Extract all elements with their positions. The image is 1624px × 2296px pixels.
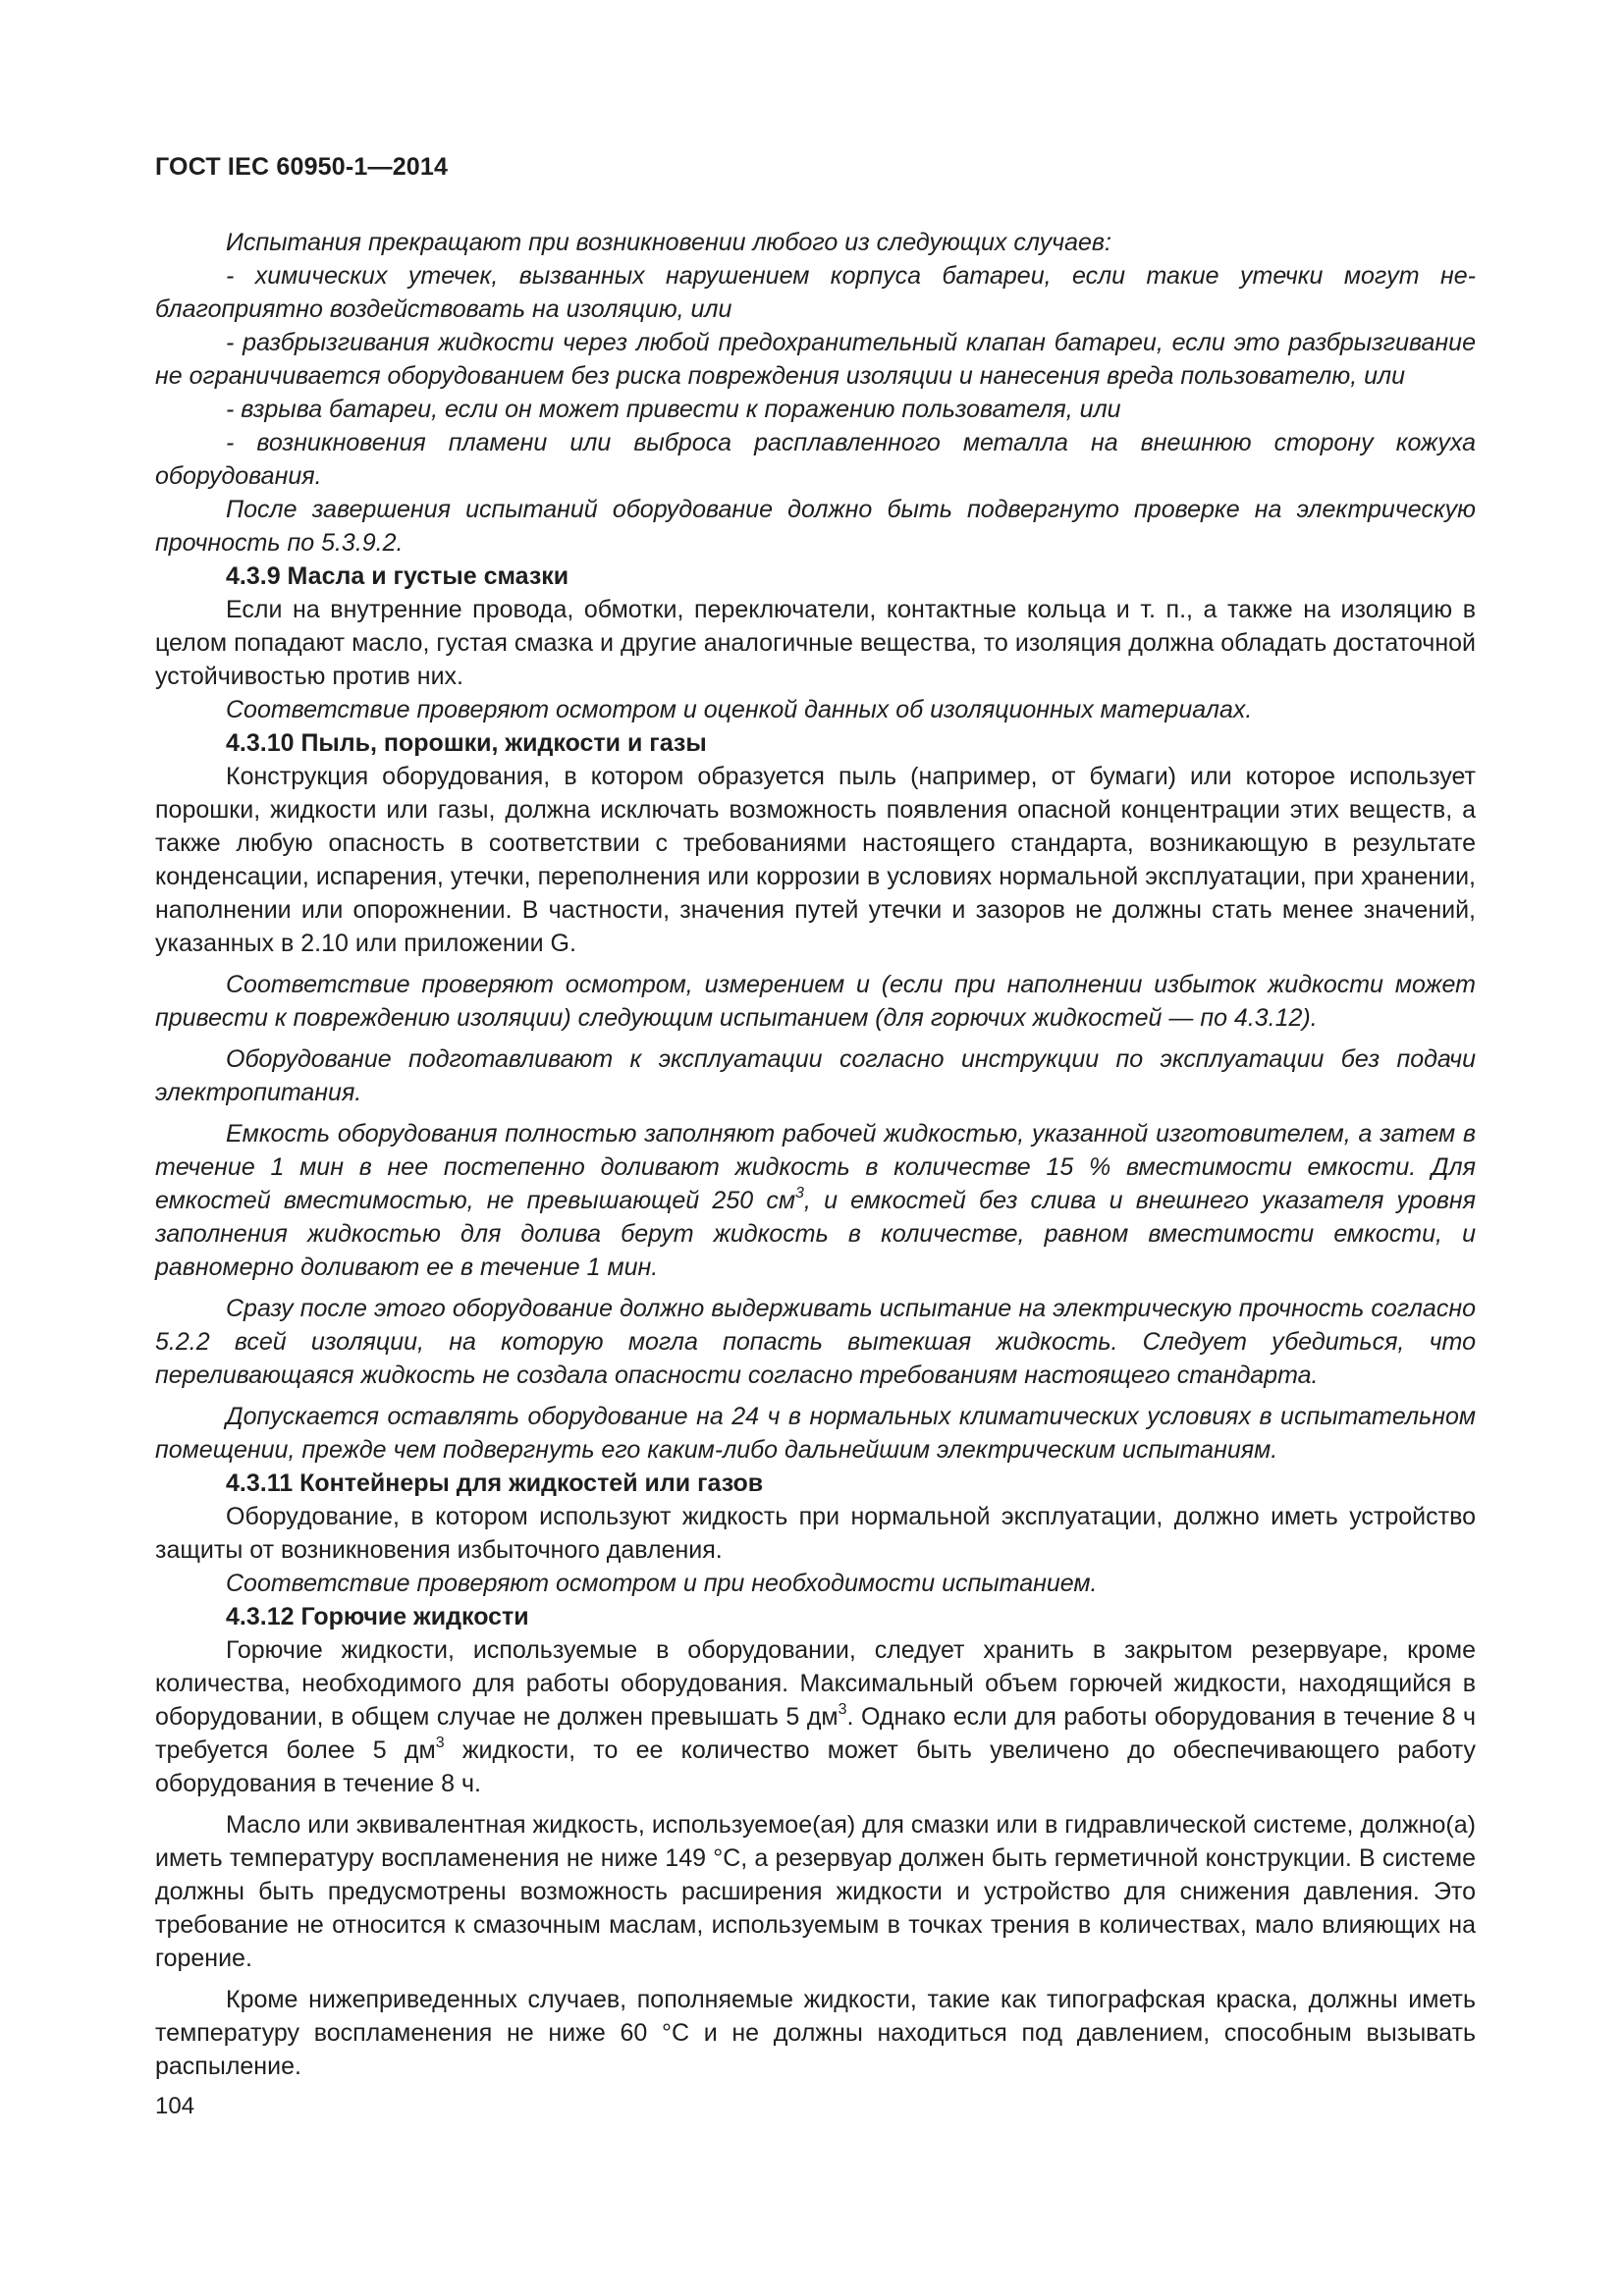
paragraph: Оборудование, в котором используют жидкость при нормальной эксплуатации, должно иметь устройство защиты от возникновения избыточного давления. — [155, 1503, 1476, 1564]
text-run: , и емкостей без слива и внешнего указателя уровня заполнения жидкостью для долива берут жидкость в количестве, равном вместимости емкости, и равномерно доливают ее в течение 1 мин. — [155, 1187, 1476, 1281]
list-item: - возникновения пламени или выброса расплавленного металла на внешнюю сторону кожуха оборудования. — [155, 429, 1476, 490]
section-heading-4-3-11: 4.3.11 Контейнеры для жидкостей или газов — [226, 1469, 764, 1497]
paragraph: Конструкция оборудования, в котором образуется пыль (например, от бумаги) или которое использует порошки, жидкости или газы, должна исключать возможность появления опасной концентрации этих веществ, а также любую опасность в соответствии с требованиями настоящего стандарта, возникающую в результате конденсации, испарения, утечки, переполнения или коррозии в условиях нормальной эксплуатации, при хранении, наполнении или опорожнении. В частности, значения путей утечки и зазоров не должны стать менее значений, указанных в 2.10 или приложении G. — [155, 763, 1476, 957]
paragraph: После завершения испытаний оборудование должно быть подвергнуто проверке на электрическую прочность по 5.3.9.2. — [155, 496, 1476, 557]
paragraph: Оборудование подготавливают к эксплуатации согласно инструкции по эксплуатации без подачи электропитания. — [155, 1045, 1476, 1106]
document-header: ГОСТ IEC 60950-1—2014 — [155, 153, 449, 181]
paragraph: Допускается оставлять оборудование на 24 ч в нормальных климатических условиях в испытательном помещении, прежде чем подвергнуть его каким-либо дальнейшим электрическим испытаниям. — [155, 1403, 1476, 1464]
paragraph: Масло или эквивалентная жидкость, используемое(ая) для смазки или в гидравлической системе, должно(а) иметь температуру воспламенения не ниже 149 °C, а резервуар должен быть герметичной конструкции. В системе должны быть предусмотрены возможность расширения жидкости и устройство для снижения давления. Это требование не относится к смазочным маслам, используемым в точках трения в количествах, мало влияющих на горение. — [155, 1811, 1476, 1972]
text-run: . Однако если для работы оборудования в течение 8 ч требуется более 5 дм — [155, 1703, 1476, 1764]
page-number: 104 — [155, 2093, 195, 2119]
paragraph — [155, 1117, 1476, 1284]
superscript: 3 — [838, 1700, 847, 1718]
paragraph: Соответствие проверяют осмотром, измерением и (если при наполнении избыток жидкости может привести к повреждению изоляции) следующим испытанием (для горючих жидкостей — по 4.3.12). — [155, 971, 1476, 1032]
superscript: 3 — [435, 1734, 445, 1751]
text-run: жидкости, то ее количество может быть увеличено до обеспечивающего работу оборудования в течение 8 ч. — [155, 1736, 1476, 1797]
paragraph: Сразу после этого оборудование должно выдерживать испытание на электрическую прочность согласно 5.2.2 всей изоляции, на которую могла попасть вытекшая жидкость. Следует убедиться, что переливающаяся жидкость не создала опасности согласно требованиям настоящего стандарта. — [155, 1295, 1476, 1389]
paragraph — [155, 1633, 1476, 1800]
paragraph: Испытания прекращают при возникновении любого из следующих случаев: — [226, 229, 1111, 256]
section-heading-4-3-12: 4.3.12 Горючие жидкости — [226, 1603, 529, 1630]
section-heading-4-3-10: 4.3.10 Пыль, порошки, жидкости и газы — [226, 729, 707, 757]
section-heading-4-3-9: 4.3.9 Масла и густые смазки — [226, 562, 569, 590]
paragraph: Соответствие проверяют осмотром и при необходимости испытанием. — [226, 1570, 1098, 1597]
document-body — [155, 226, 1476, 2083]
list-item: - химических утечек, вызванных нарушением корпуса батареи, если такие утечки могут неблагоприятно воздействовать на изоляцию, или — [155, 262, 1476, 323]
paragraph: Если на внутренние провода, обмотки, переключатели, контактные кольца и т. п., а также на изоляцию в целом попадают масло, густая смазка и другие аналогичные вещества, то изоляция должна обладать достаточной устойчивостью против них. — [155, 596, 1476, 690]
paragraph: Соответствие проверяют осмотром и оценкой данных об изоляционных материалах. — [226, 696, 1253, 723]
paragraph: Кроме нижеприведенных случаев, пополняемые жидкости, такие как типографская краска, должны иметь температуру воспламенения не ниже 60 °C и не должны находиться под давлением, способным вызывать распыление. — [155, 1986, 1476, 2080]
text-run: Емкость оборудования полностью заполняют рабочей жидкостью, указанной изготовителем, а затем в течение 1 мин в нее постепенно доливают жидкость в количестве 15 % вместимости емкости. Для емкостей вместимостью, не превышающей 250 см — [155, 1120, 1476, 1214]
list-item: - взрыва батареи, если он может привести к поражению пользователя, или — [226, 396, 1121, 423]
superscript: 3 — [795, 1184, 804, 1201]
text-run: Горючие жидкости, используемые в оборудовании, следует хранить в закрытом резервуаре, кроме количества, необходимого для работы оборудования. Максимальный объем горючей жидкости, находящийся в оборудовании, в общем случае не должен превышать 5 дм — [155, 1636, 1476, 1731]
list-item: - разбрызгивания жидкости через любой предохранительный клапан батареи, если это разбрызгивание не ограничивается оборудованием без риска повреждения изоляции и нанесения вреда пользователю, или — [155, 329, 1476, 390]
